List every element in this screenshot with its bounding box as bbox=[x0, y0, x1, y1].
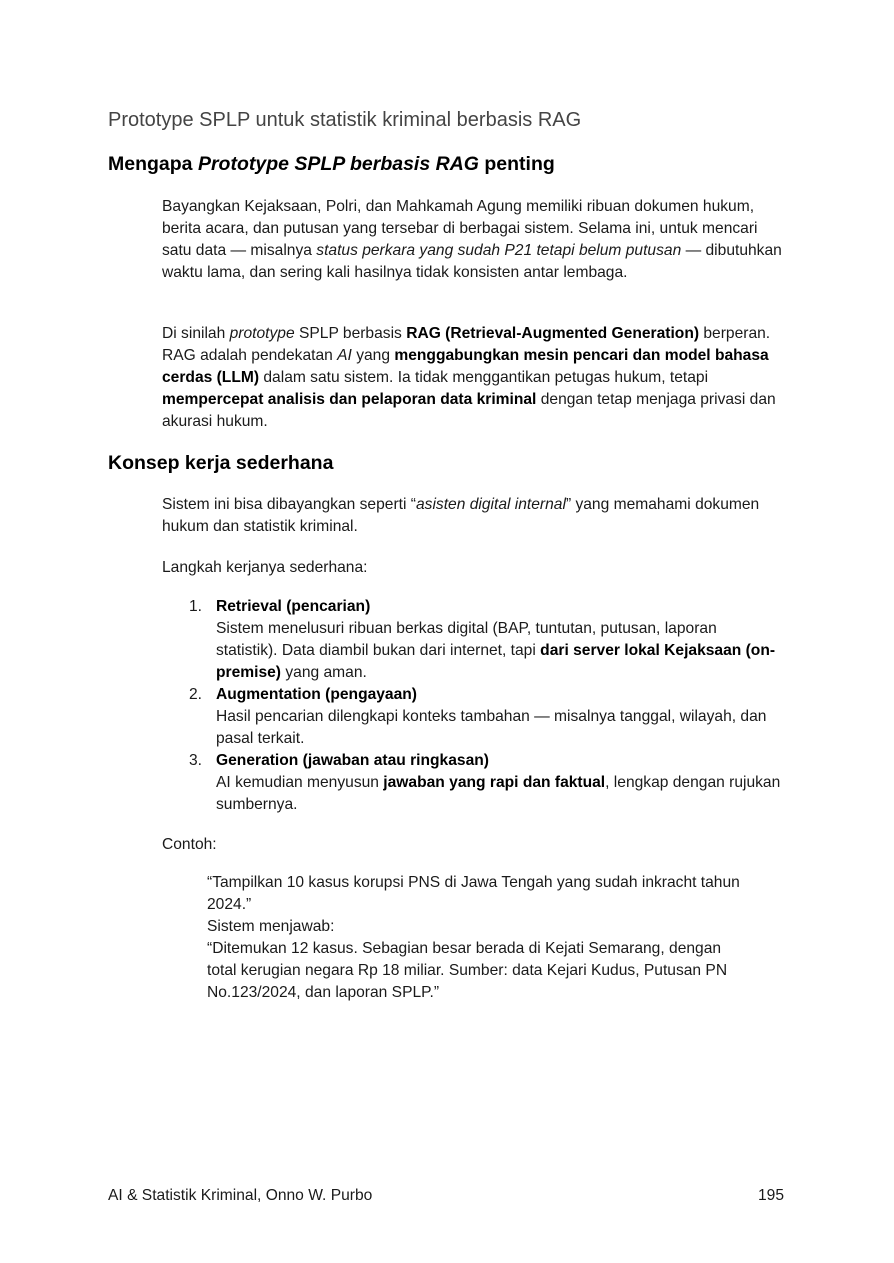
text-run: — dibutuhkan waktu lama, dan sering kali hasilnya tidak konsisten antar lembaga. bbox=[162, 242, 782, 281]
text-run: , lengkap dengan rujukan sumbernya. bbox=[216, 774, 781, 813]
paragraph-intro bbox=[162, 196, 782, 284]
step-title: Generation (jawaban atau ringkasan) bbox=[216, 752, 489, 769]
list-number: 1. bbox=[189, 598, 203, 615]
quote-answer: “Ditemukan 12 kasus. Sebagian besar berada di Kejati Semarang, dengan total kerugian negara Rp 18 miliar. Sumber: data Kejari Kudus, Putusan PN No.123/2024, dan laporan SPLP.” bbox=[207, 940, 728, 1001]
list-item bbox=[162, 596, 782, 684]
section-heading-concept: Konsep kerja sederhana bbox=[108, 452, 334, 474]
paragraph-assistant bbox=[162, 494, 782, 538]
step-body: Hasil pencarian dilengkapi konteks tambahan — misalnya tanggal, wilayah, dan pasal terkait. bbox=[216, 708, 767, 747]
text-run: berperan. RAG adalah pendekatan bbox=[162, 325, 771, 364]
text-run-bold: menggabungkan mesin pencari dan model bahasa cerdas (LLM) bbox=[162, 347, 769, 386]
list-number: 2. bbox=[189, 686, 203, 703]
text-run-italic: AI bbox=[337, 347, 352, 364]
text-run: AI kemudian menyusun bbox=[216, 774, 384, 791]
footer-book-title: AI & Statistik Kriminal, Onno W. Purbo bbox=[108, 1187, 373, 1204]
example-quote bbox=[207, 872, 747, 1004]
text-run-bold: RAG (Retrieval-Augmented Generation) bbox=[406, 325, 700, 342]
heading-text-emphasis: Prototype SPLP berbasis RAG bbox=[197, 153, 479, 175]
text-run: dengan tetap menjaga privasi dan akurasi hukum. bbox=[162, 391, 776, 430]
text-run: Sistem menelusuri ribuan berkas digital (BAP, tuntutan, putusan, laporan statistik). Data diambil bukan dari internet, tapi bbox=[216, 620, 717, 659]
text-run-italic: status perkara yang sudah P21 tetapi belum putusan bbox=[316, 242, 682, 259]
text-run-bold: mempercepat analisis dan pelaporan data kriminal bbox=[162, 391, 537, 408]
paragraph-example-label: Contoh: bbox=[162, 836, 217, 853]
text-run-italic: asisten digital internal bbox=[415, 496, 566, 513]
heading-text-post: penting bbox=[478, 153, 555, 175]
quote-system-label: Sistem menjawab: bbox=[207, 918, 335, 935]
text-run-italic: prototype bbox=[229, 325, 295, 342]
text-run-bold: dari server lokal Kejaksaan (on-premise) bbox=[216, 642, 776, 681]
list-item bbox=[162, 684, 782, 750]
text-run: ” yang memahami dokumen hukum dan statistik kriminal. bbox=[162, 496, 760, 535]
paragraph-rag-role bbox=[162, 323, 782, 433]
text-run: Di sinilah bbox=[162, 325, 230, 342]
running-title: Prototype SPLP untuk statistik kriminal berbasis RAG bbox=[108, 109, 582, 131]
step-body bbox=[216, 618, 782, 684]
steps-list bbox=[162, 596, 782, 816]
text-run: yang bbox=[351, 347, 395, 364]
list-number: 3. bbox=[189, 752, 203, 769]
section-heading-why bbox=[108, 153, 555, 176]
text-run-bold: jawaban yang rapi dan faktual bbox=[383, 774, 606, 791]
quote-question: “Tampilkan 10 kasus korupsi PNS di Jawa Tengah yang sudah inkracht tahun 2024.” bbox=[207, 874, 740, 913]
text-run: Bayangkan Kejaksaan, Polri, dan Mahkamah Agung memiliki ribuan dokumen hukum, berita acara, dan putusan yang tersebar di berbagai sistem. Selama ini, untuk mencari satu data — misalnya bbox=[162, 198, 758, 259]
text-run: Sistem ini bisa dibayangkan seperti “ bbox=[162, 496, 416, 513]
step-body bbox=[216, 772, 782, 816]
page-number: 195 bbox=[757, 1187, 784, 1204]
paragraph-steps-intro: Langkah kerjanya sederhana: bbox=[162, 559, 368, 576]
text-run: dalam satu sistem. Ia tidak menggantikan petugas hukum, tetapi bbox=[259, 369, 709, 386]
list-item bbox=[162, 750, 782, 816]
heading-text-pre: Mengapa bbox=[108, 153, 198, 175]
step-title: Retrieval (pencarian) bbox=[216, 598, 371, 615]
text-run: yang aman. bbox=[281, 664, 367, 681]
text-run: SPLP berbasis bbox=[294, 325, 407, 342]
step-title: Augmentation (pengayaan) bbox=[216, 686, 417, 703]
